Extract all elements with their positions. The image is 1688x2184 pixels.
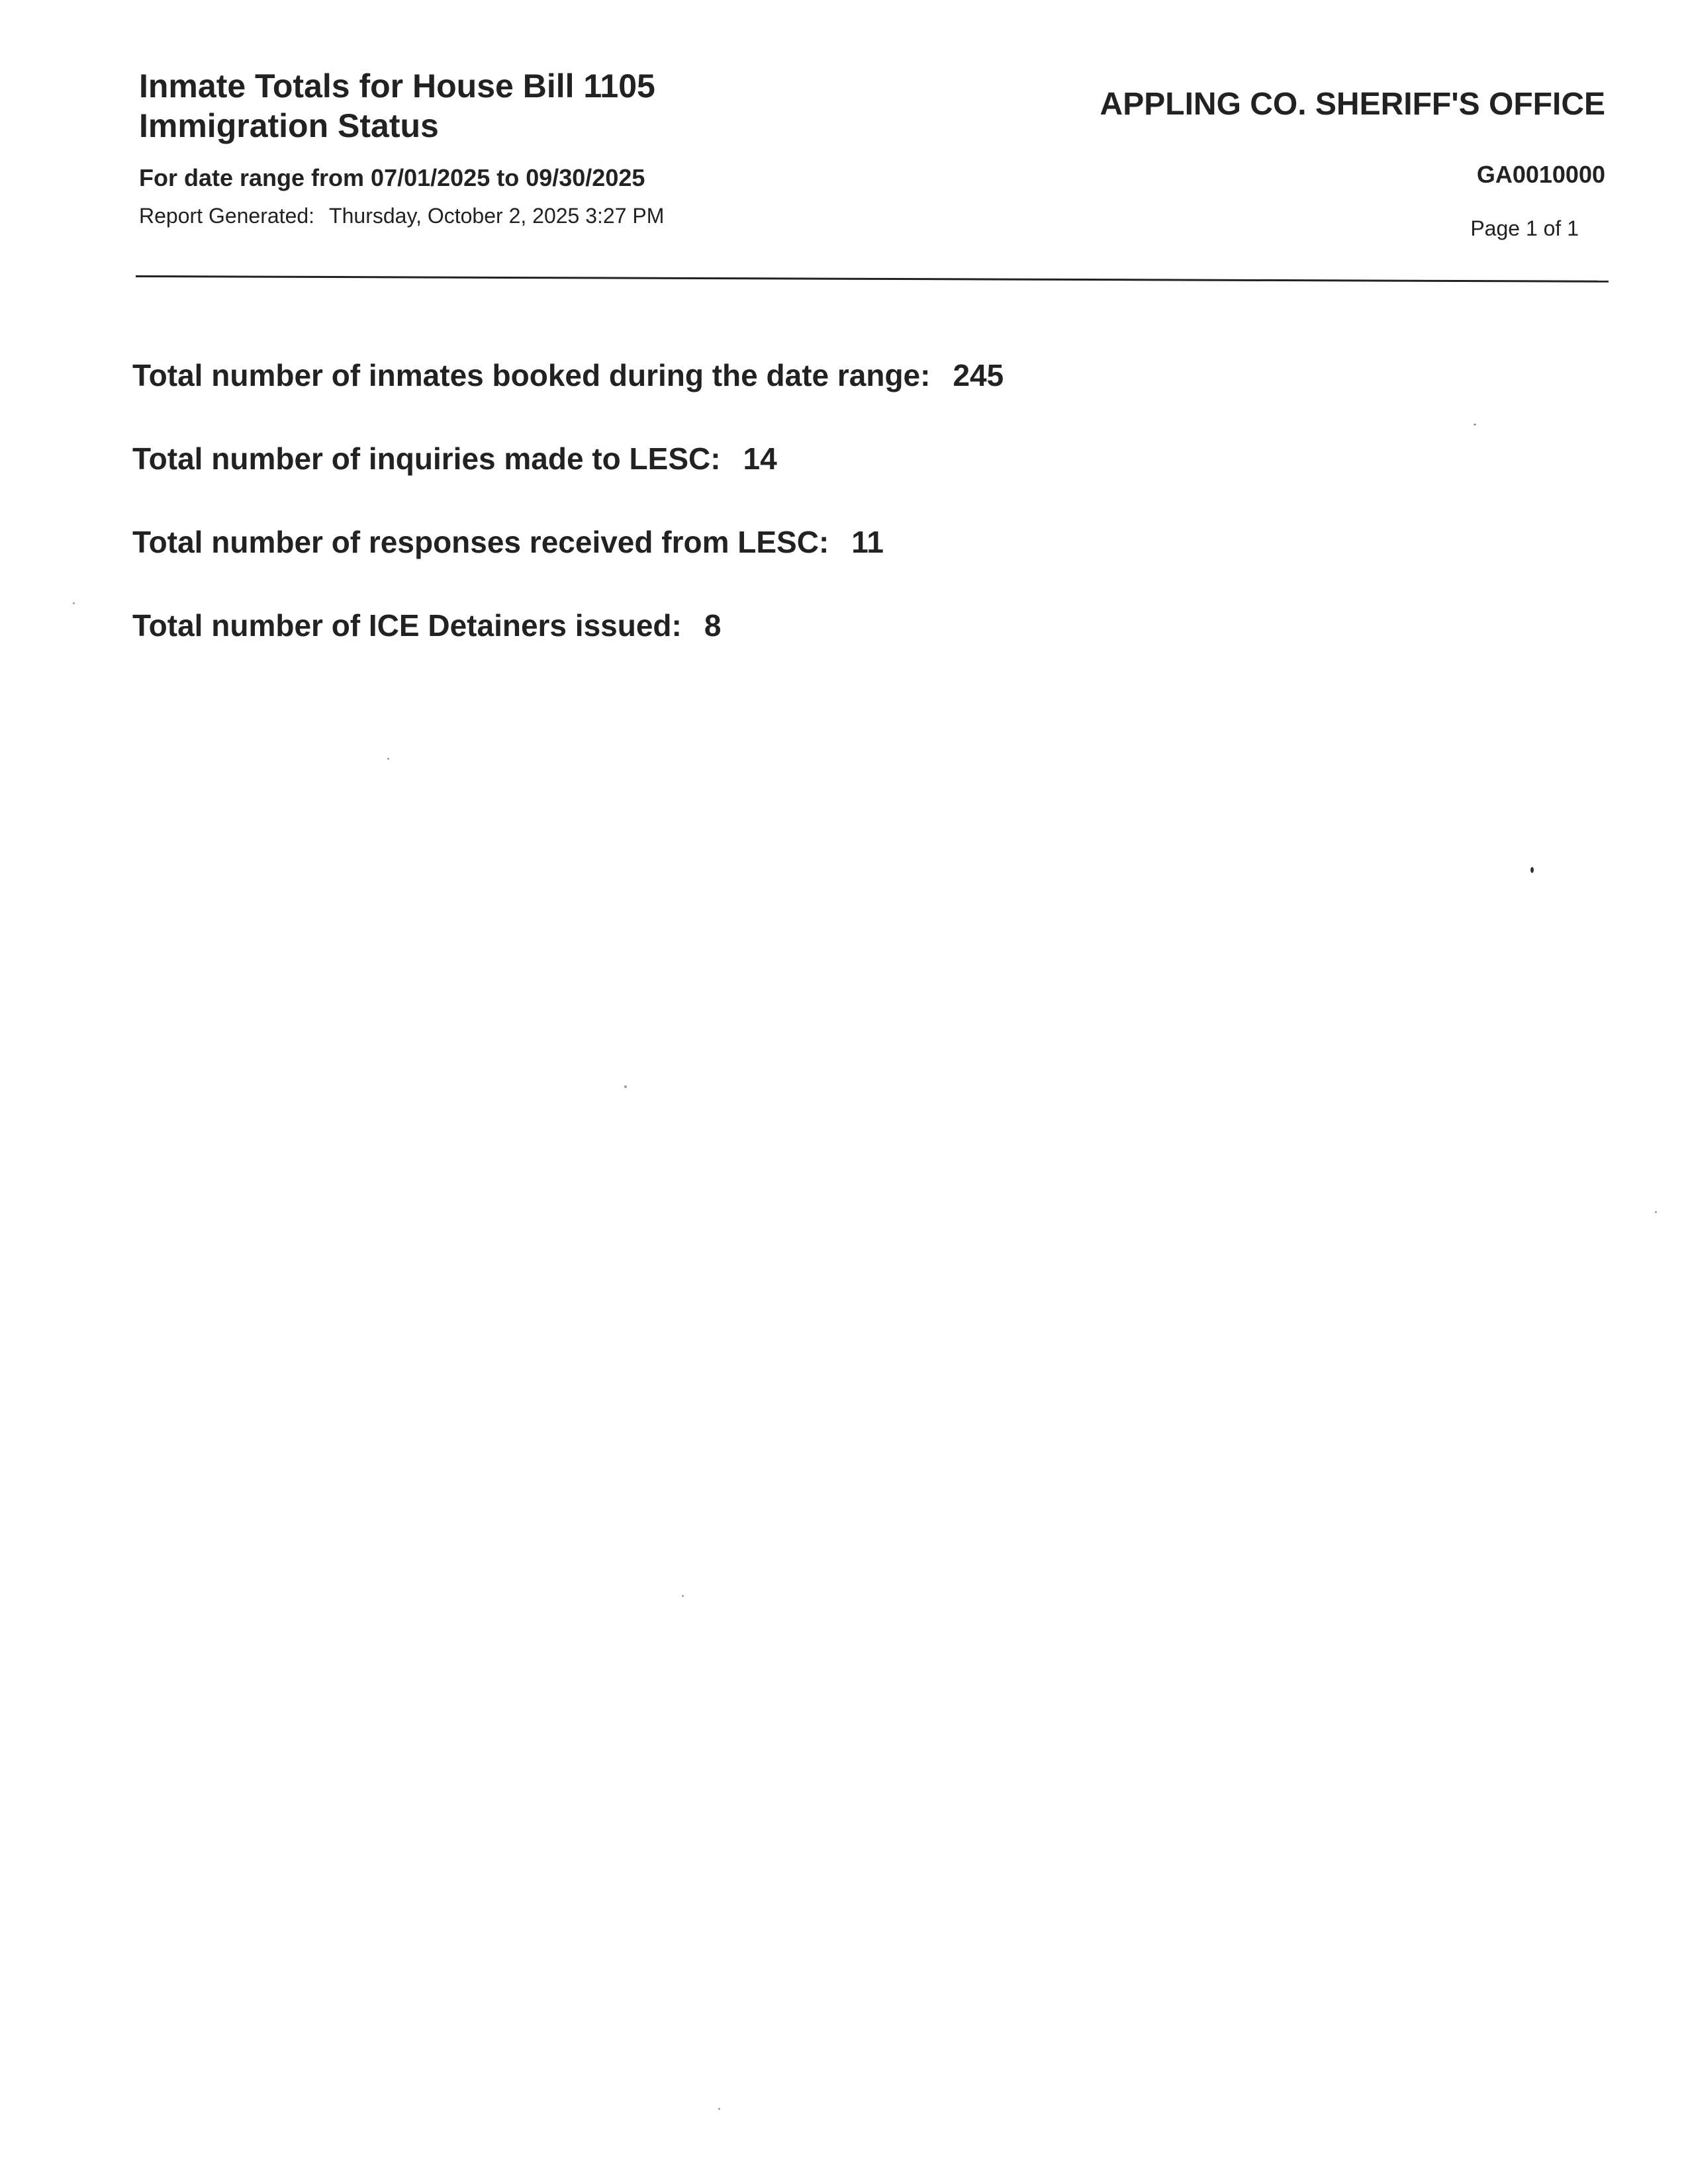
stat-label: Total number of inmates booked during the date range:	[132, 358, 931, 392]
scan-speck	[1655, 1211, 1657, 1213]
scan-speck	[682, 1595, 684, 1597]
agency-ori: GA0010000	[1476, 161, 1605, 188]
stat-value: 8	[704, 608, 722, 643]
stat-ice-detainers	[132, 608, 1456, 643]
stat-inmates-booked	[132, 357, 1456, 393]
stat-value: 14	[743, 441, 777, 476]
report-generated	[139, 204, 933, 228]
stat-label: Total number of inquiries made to LESC:	[132, 441, 721, 476]
stat-value: 11	[851, 525, 884, 559]
stat-label: Total number of responses received from LESC:	[132, 525, 829, 559]
report-title-line2: Immigration Status	[139, 107, 439, 144]
stat-lesc-responses	[132, 524, 1456, 560]
page-number: Page 1 of 1	[1470, 216, 1579, 240]
stat-lesc-inquiries	[132, 441, 1456, 477]
stats-list	[132, 357, 1456, 691]
generated-value: Thursday, October 2, 2025 3:27 PM	[329, 204, 665, 228]
stat-value: 245	[953, 358, 1004, 392]
scan-speck	[1530, 867, 1534, 873]
report-header-right	[943, 86, 1605, 241]
generated-label: Report Generated:	[139, 204, 315, 228]
stat-label: Total number of ICE Detainers issued:	[132, 608, 682, 643]
report-header-left	[139, 66, 933, 228]
agency-name: APPLING CO. SHERIFF'S OFFICE	[1100, 87, 1605, 122]
scan-speck	[387, 758, 389, 760]
scan-speck	[1474, 424, 1476, 426]
date-range: For date range from 07/01/2025 to 09/30/2025	[139, 164, 645, 191]
report-title-line1: Inmate Totals for House Bill 1105	[139, 68, 655, 105]
scan-speck	[624, 1085, 627, 1088]
scan-speck	[73, 602, 75, 604]
scan-speck	[718, 2108, 720, 2110]
header-divider	[136, 275, 1609, 283]
